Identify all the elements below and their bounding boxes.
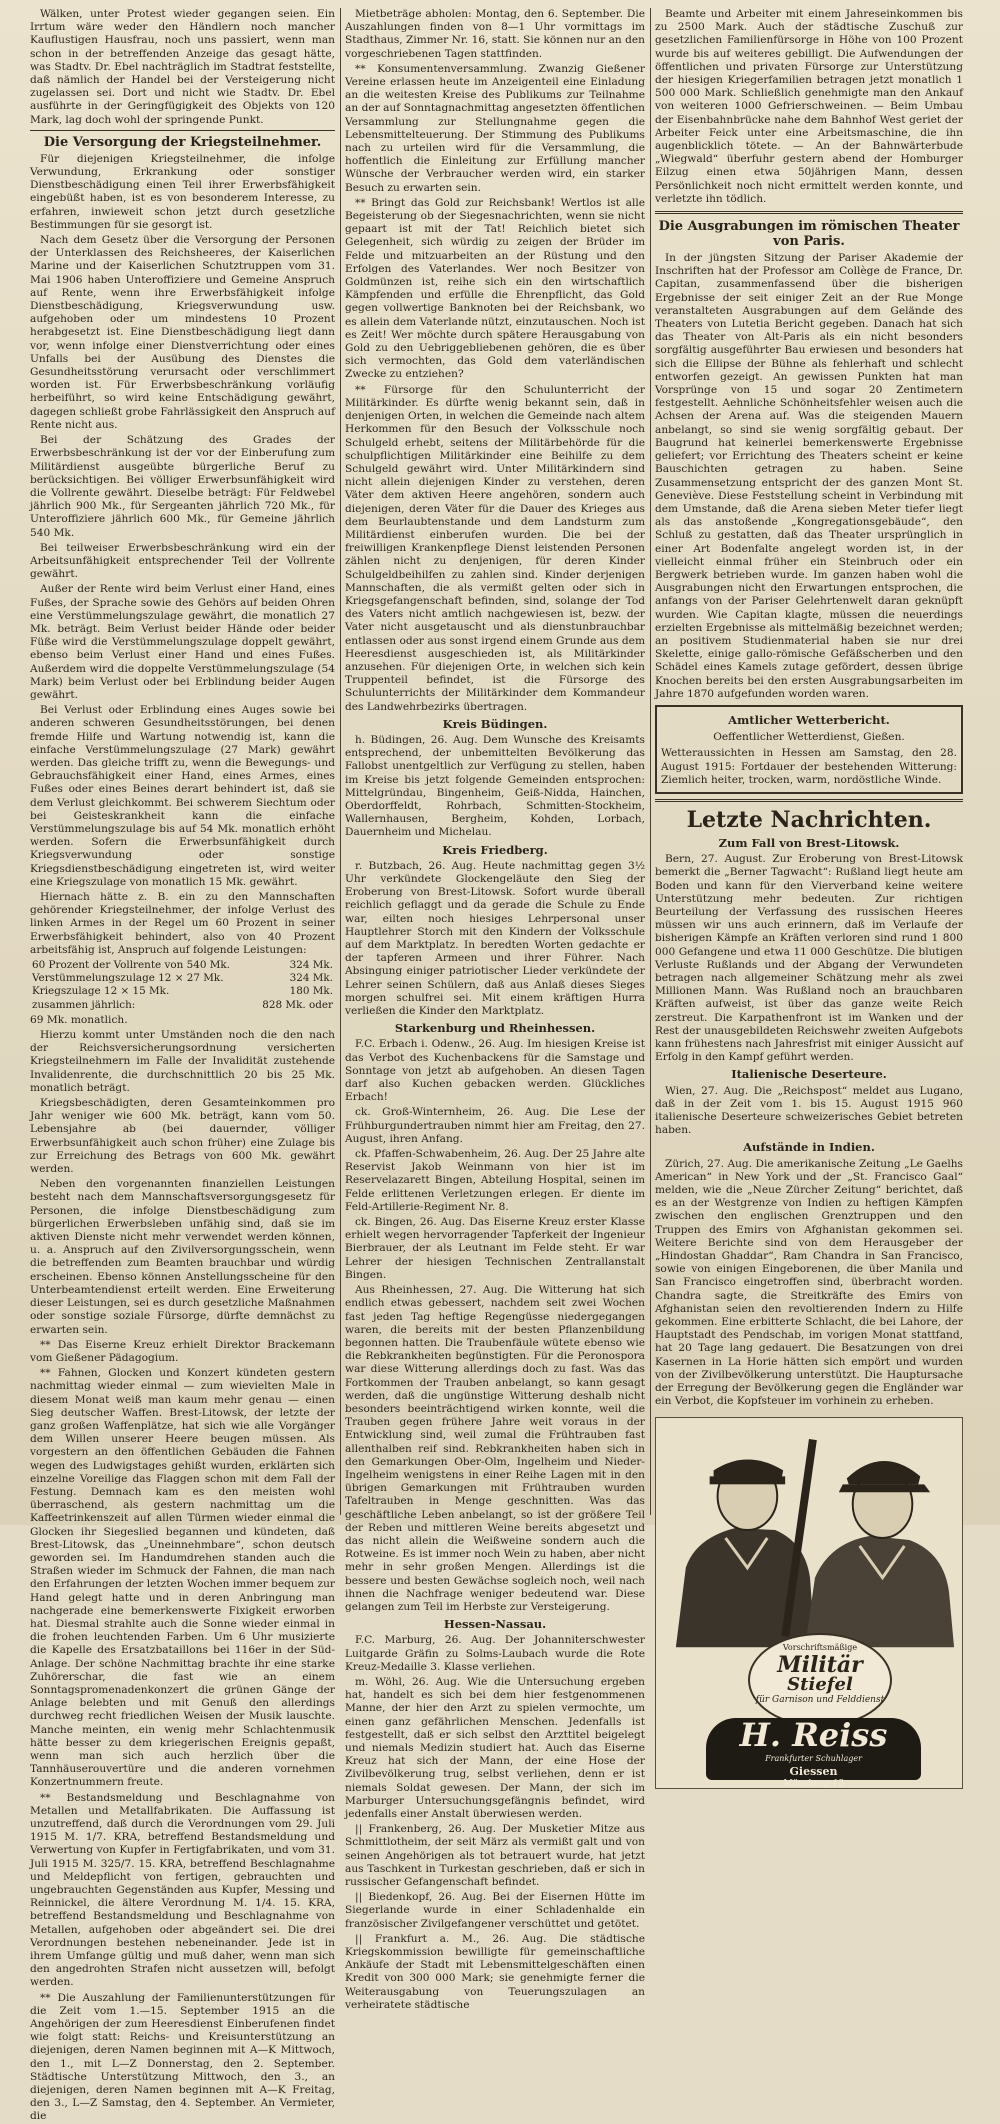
paragraph: || Frankfurt a. M., 26. Aug. Die städtische Kriegskommission bewilligte für gemeinschaftliche Ankäufe der Stadt mit Lebensmittelgeschäften einen Kredit von 300 000 Mark; sie genehmigte ferner die Weiterausgabung von Teuerungszulagen an verheiratete städtische [345, 1932, 645, 2011]
ad-brand-name: H. Reiss [739, 1715, 888, 1754]
paragraph: In der jüngsten Sitzung der Pariser Akademie der Inschriften hat der Professor am Collège de France, Dr. Capitan, zusammenfassend über die bisherigen Ergebnisse der seit einiger Zeit an der Rue Monge veranstalteten Ausgrabungen auf dem Gelände des Theaters von Lutetia Bericht gegeben. Danach hat sich das Theater von Alt-Paris als ein nicht besonders sorgfältig ausgeführter Bau erwiesen und besonders hat sich die Ellipse der Bühne als fehlerhaft und schlecht entworfen gezeigt. An gewissen Punkten hat man Vorsprünge von 15 und sogar 20 Zentimetern festgestellt. Aehnliche Schönheitsfehler weisen auch die Achsen der Arena auf. Was die steigenden Mauern anbelangt, so sind sie wenig sorgfältig gebaut. Der Baugrund hat keinerlei bemerkenswerte Ergebnisse geliefert; vor Errichtung des Theaters scheint er keine Bauschichten getragen zu haben. Seine Zusammensetzung entspricht der des ganzen Mont St. Geneviève. Diese Feststellung scheint in Verbindung mit dem Umstande, daß die Arena sieben Meter tiefer liegt als das anstoßende „Kongregationsgebäude“, den Schluß zu gestatten, daß das Theater ursprünglich in einer Art Bodenfalte angelegt worden ist, in der vielleicht einmal früher ein Steinbruch oder ein Bergwerk betrieben wurde. Im ganzen haben wohl die Ausgrabungen nicht den Erwartungen entsprochen, die anfangs von der Pariser Gelehrtenwelt daran geknüpft wurden. Wie Capitan klagte, müssen die neuerdings erzielten Ergebnisse als mittelmäßig bezeichnet werden; an positivem Studienmaterial haben sie nur drei Skelette, einige gallo-römische Gefäßscherben und den Schädel eines Kamels zutage gefördert, dessen übrige Knochen bereits bei den ersten Ausgrabungsarbeiten im Jahre 1870 aufgefunden worden waren. [655, 252, 963, 700]
article-body [30, 1792, 335, 2124]
article-body [30, 153, 335, 957]
ad-label-oval [748, 1633, 892, 1727]
article-body [30, 1367, 335, 1790]
calc-row [30, 972, 335, 985]
paragraph: Nach dem Gesetz über die Versorgung der Personen der Unterklassen des Reichsheeres, der Kaiserlichen Marine und der Kaiserlichen Schutztruppen vom 31. Mai 1906 haben Unteroffiziere und Gemeine Anspruch auf Rente, wenn ihre Erwerbsfähigkeit infolge Dienstbeschädigung, Kriegsverwundung usw. aufgehoben oder um mindestens 10 Prozent herabgesetzt ist. Eine Dienstbeschädigung liegt dann vor, wenn infolge einer Dienstverrichtung oder eines Unfalls bei der Ausübung des Dienstes die Gesundheitsstörung verursacht oder verschlimmert worden ist. Für Erwerbsbeschränkung vorläufig herbeiführt, so wird keine Entschädigung gewährt, dagegen schließt grobe Fahrlässigkeit den Anspruch auf Rente nicht aus. [30, 234, 335, 431]
weather-heading: Amtlicher Wetterbericht. [728, 712, 890, 727]
paragraph: ** Bringt das Gold zur Reichsbank! Wertlos ist alle Begeisterung ob der Siegesnachrichten, wenn sie nicht gepaart ist mit der Tat! Reichlich bietet sich Gelegenheit, sich würdig zu zeigen der Brüder im Felde und mitzuarbeiten an der Rüstung und den Erfolgen des Vaterlandes. Wer noch Besitzer von Goldmünzen ist, reihe sich ein den wirtschaftlich Kämpfenden und erfülle die Ehrenpflicht, das Gold gegen vollwertige Banknoten bei der Reichsbank, wo es allein dem Vaterlande nützt, einzutauschen. Noch ist es Zeit! Wer möchte durch spätere Herausgabung von Gold zu den Uebriggebliebenen gehören, die es über sich vermochten, das Gold dem vaterländischen Zwecke zu entziehen? [345, 196, 645, 381]
paragraph: r. Butzbach, 26. Aug. Heute nachmittag gegen 3½ Uhr verkündete Glockengeläute den Sieg der Eroberung von Brest-Litowsk. Sofort wurde überall reichlich geflaggt und da gerade die Schule zu Ende war, eilten noch hiesiges Lehrpersonal unser Hauptlehrer Storch mit den Kindern der Volksschule auf dem Marktplatz. In beredten Worten gedachte er der tapferen Armeen und ihrer Führer. Nach Absingung einiger patriotischer Lieder verkündete der Lehrer seinen Schülern, daß aus Anlaß dieses Sieges morgen schulfrei sei. Mit einem kräftigen Hurra verließen die Kinder den Marktplatz. [345, 859, 645, 1018]
intro-paragraphs [30, 8, 335, 127]
ad-brand-sub: Frankfurter Schuhlager [765, 1753, 862, 1763]
article-body [345, 734, 645, 840]
calc-value: 828 Mk. oder [262, 998, 333, 1011]
column-right [655, 8, 963, 1789]
benefit-calculation-table [30, 959, 335, 1012]
headline-paris-theater: Die Ausgrabungen im römischen Theater von Paris. [658, 219, 960, 250]
paragraph: Aus Rheinhessen, 27. Aug. Die Witterung hat sich endlich etwas gebessert, nachdem seit zwei Wochen fast jeden Tag heftige Regengüsse niedergegangen waren, die bereits mit der besten Pflanzenbildung begonnen hatten. Die Traubenfäule wütete ebenso wie die Rebkrankheiten begünstigten. Für die Peronospora war diese Witterung allerdings doch zu fast. Was das Fortkommen der Trauben anbelangt, so kann gesagt werden, daß die ungünstige Witterung deshalb nicht besonders beeinträchtigend wirken konnte, weil die Trauben gegen frühere Jahre weit voraus in der Entwicklung sind, weil zumal die Frühtrauben fast allenthalben reif sind. Rebkrankheiten haben sich in den Gemarkungen Ober-Olm, Ingelheim und Nieder-Ingelheim wenigstens in einer Reihe Lagen mit in den übrigen Gemarkungen mit Frühtrauben wurden Tafeltrauben in Menge geschnitten. Was das geschäftliche Leben anbelangt, so ist der größere Teil der Reben und mittleren Weine bereits abgesetzt und das nicht allein die Weißweine sondern auch die Rotweine. Es ist immer noch Wein zu haben, aber nicht mehr in sehr großen Mengen. Allerdings ist die bessere und besten Gewächse sogleich noch, weil nach ihnen die Nachfrage weniger bedeutend war. Diese gelangen zum Teil im Herbste zur Versteigerung. [345, 1284, 645, 1613]
paragraph: ck. Groß-Winternheim, 26. Aug. Die Lese der Frühburgundertrauben nimmt hier am Freitag, den 27. August, ihren Anfang. [345, 1106, 645, 1145]
article-body [655, 853, 963, 1064]
paragraph: Kriegsbeschädigten, deren Gesamteinkommen pro Jahr weniger wie 600 Mk. beträgt, kann vom 50. Lebensjahre ab (bei dauernder, völliger Erwerbsunfähigkeit auch schon früher) eine Zulage bis zur Erreichung des Betrags von 600 Mk. gewährt werden. [30, 1097, 335, 1176]
article-body [345, 1038, 645, 1614]
paragraph: Neben den vorgenannten finanziellen Leistungen besteht nach dem Mannschaftsversorgungsgesetz für Personen, die infolge Dienstbeschädigung zum bürgerlichen Erwerbsleben unfähig sind, daß sie im aktiven Dienste nicht mehr verwendet werden können, u. a. Anspruch auf den Zivilversorgungsschein, wenn die betreffenden zum Beamten brauchbar und würdig erscheinen. Ebenso können Anstellungsscheine für den Unterbeamtendienst erteilt werden. Eine Erweiterung dieser Leistungen, sei es durch gesetzliche Maßnahmen oder sonstige soziale Fürsorge, dürfte demnächst zu erwarten sein. [30, 1178, 335, 1336]
paragraph: Bern, 27. August. Zur Eroberung von Brest-Litowsk bemerkt die „Berner Tagwacht“: Rußland liegt heute am Boden und kann für den Vierverband keine weitere Unterstützung mehr bedeuten. Zur richtigen Beurteilung der Verfassung des russischen Heeres müssen wir uns auch erinnern, daß im Verlaufe der bisherigen Kämpfe an Kräften verloren sind rund 1 800 000 Gefangene und etwa 11 000 Geschütze. Die blutigen Verluste Rußlands und der Abgang der Verwundeten betragen nach allgemeiner Schätzung mehr als zwei Millionen Mann. Was Rußland noch an brauchbaren Kräften aufweist, ist über das ganze weite Reich zerstreut. Die Karpathenfront ist im Wanken und der Rest der unausgebildeten Reichswehr zweiten Aufgebots kann frühestens nach Jahresfrist mit einiger Aussicht auf Erfolg in den Kampf geführt werden. [655, 853, 963, 1064]
paragraph: Außer der Rente wird beim Verlust einer Hand, eines Fußes, der Sprache sowie des Gehörs auf beiden Ohren eine Verstümmelungszulage gewährt, die monatlich 27 Mk. beträgt. Beim Verlust beider Hände oder beider Füße wird die Verstümmelungszulage doppelt gewährt, ebenso beim Verlust einer Hand und eines Fußes. Außerdem wird die doppelte Verstümmelungszulage (54 Mark) beim Verlust oder bei Erblindung beider Augen gewährt. [30, 583, 335, 701]
headline-kriegsteilnehmer: Die Versorgung der Kriegsteilnehmer. [43, 134, 322, 150]
calc-label: zusammen jährlich: [32, 998, 136, 1011]
column-middle [345, 8, 645, 2011]
paragraph: ck. Pfaffen-Schwabenheim, 26. Aug. Der 25 Jahre alte Reservist Jakob Weinmann von hier ist im Reservelazarett Bingen, Abteilung Hospital, seinen im Felde erlittenen Verletzungen erlegen. Er diente im Feld-Artillerie-Regiment Nr. 8. [345, 1148, 645, 1213]
weather-report-box [655, 705, 963, 794]
calc-tail: 69 Mk. monatlich. [30, 1013, 128, 1026]
calc-label: 60 Prozent der Vollrente von 540 Mk. [32, 959, 230, 972]
calc-row [30, 959, 335, 972]
advertisement-military-boots [655, 1417, 963, 1789]
headline-letzte-nachrichten: Letzte Nachrichten. [686, 806, 932, 833]
section-kreis-friedberg: Kreis Friedberg. [442, 842, 548, 857]
ad-label-top: Vorschriftsmäßige [782, 1642, 858, 1652]
divider [655, 211, 963, 214]
subhead-brest-litowsk: Zum Fall von Brest-Litowsk. [718, 835, 900, 850]
paragraph: m. Wöhl, 26. Aug. Wie die Untersuchung ergeben hat, handelt es sich bei dem hier festgenommenen Manne, der hier den Arzt zu spielen vermochte, um einen ganz gefährlichen Menschen. Jedenfalls ist festgestellt, daß er sich selbst den Arzttitel beigelegt und niemals Medizin studiert hat. Auch das Eiserne Kreuz hat sich der Mann, der eine Hose der Zivilbevölkerung trug, selbst verliehen, denn er ist niemals Soldat gewesen. Der Mann, der sich im Marburger Untersuchungsgefängnis befindet, wird jedenfalls einer Anstalt überwiesen werden. [345, 1675, 645, 1821]
paragraph: F.C. Erbach i. Odenw., 26. Aug. Im hiesigen Kreise ist das Verbot des Kuchenbackens für die Samstage und Sonntage von jetzt ab aufgehoben. An diesen Tagen darf also Kuchen gebacken werden. Glückliches Erbach! [345, 1038, 645, 1104]
paragraph: Zürich, 27. Aug. Die amerikanische Zeitung „Le Gaelhs American“ in New York und der „St. Francisco Gaal“ melden, wie die „Neue Zürcher Zeitung“ berichtet, daß es an der Westgrenze von Indien zu heftigen Kämpfen zwischen den englischen Grenztruppen und den Truppen des Emirs von Afghanistan gekommen sei. Weitere Berichte sind von dem Herausgeber der „Hindostan Ghaddar“, Ram Chandra in San Francisco, sowie von einigen Eingeborenen, die über Manila und San Francisco eingetroffen sind, überbracht worden. Chandra sagte, die Streitkräfte des Emirs von Afghanistan seien den revoltierenden Indern zu Hilfe gekommen. Eine erbitterte Schlacht, die bei Lahore, der Hauptstadt des Pendschab, im vorigen Monat stattfand, hat 20 Tage lang gedauert. Die Besatzungen von drei Kasernen in La Horie hätten sich empört und wurden von der Zivilbevölkerung unterstützt. Die Hauptursache der Erregung der Bevölkerung gegen die Engländer war ein Verbot, die Kopfsteuer im vorhinein zu erheben. [655, 1157, 963, 1408]
calc-row [30, 985, 335, 998]
paragraph: Beamte und Arbeiter mit einem Jahreseinkommen bis zu 2500 Mark. Auch der städtische Zuschuß zur gesetzlichen Familienfürsorge in Höhe von 100 Prozent wurde bis auf weiteres gebilligt. Die Aufwendungen der öffentlichen und privaten Fürsorge zur Unterstützung der hiesigen Kriegerfamilien betragen jetzt monatlich 1 500 000 Mark. Schließlich genehmigte man den Ankauf von weiteren 1000 Gefrierschweinen. — Beim Umbau der Eisenbahnbrücke nahe dem Bahnhof West geriet der Arbeiter Feick unter eine Arbeitsmaschine, die ihn augenblicklich tötete. — An der Bahnwärterbude „Wiegwald“ überfuhr gestern abend der Homburger Eilzug einen etwa 50jährigen Mann, dessen Persönlichkeit noch nicht ermittelt werden konnte, und verletzte ihn tödlich. [655, 8, 963, 205]
article-body [345, 8, 645, 714]
paragraph: Bei der Schätzung des Grades der Erwerbsbeschränkung ist der vor der Einberufung zum Militärdienst ausgeübte bürgerliche Beruf zu berücksichtigen. Bei völliger Erwerbsunfähigkeit wird die Vollrente gewährt. Dieselbe beträgt: Für Feldwebel jährlich 900 Mk., für Sergeanten jährlich 720 Mk., für Unteroffiziere jährlich 600 Mk., für Gemeine jährlich 540 Mk. [30, 434, 335, 539]
article-body [655, 1085, 963, 1138]
divider [655, 799, 963, 802]
calc-value: 324 Mk. [289, 972, 333, 985]
paragraph: ** Die Auszahlung der Familienunterstützungen für die Zeit vom 1.—15. September 1915 an die Angehörigen der zum Heeresdienst Einberufenen findet wie folgt statt: Reichs- und Kreisunterstützung an diejenigen, deren Namen beginnen mit A—K Mittwoch, den 1., mit L—Z Donnerstag, den 2. September. Städtische Unterstützung Mittwoch, den 3., an diejenigen, deren Namen beginnen mit A—K Freitag, den 3., L—Z Samstag, den 4. September. An Vermieter, die [30, 1991, 335, 2123]
paragraph: Für diejenigen Kriegsteilnehmer, die infolge Verwundung, Erkrankung oder sonstiger Dienstbeschädigung einen Teil ihrer Erwerbsfähigkeit eingebüßt haben, ist es von besonderem Interesse, zu erfahren, inwieweit schon jetzt durch gesetzliche Bestimmungen für sie gesorgt ist. [30, 152, 335, 231]
article-body [345, 1634, 645, 2012]
column-left [30, 8, 335, 2123]
paragraph: ck. Bingen, 26. Aug. Das Eiserne Kreuz erster Klasse erhielt wegen hervorragender Tapferkeit der Ingenieur Bierbrauer, der als Leutnant im Felde steht. Er war Lehrer der hiesigen Technischen Zentrallanstalt Bingen. [345, 1216, 645, 1281]
section-kreis-buedingen: Kreis Büdingen. [442, 716, 548, 731]
section-hessen-nassau: Hessen-Nassau. [443, 1617, 547, 1632]
paragraph: h. Büdingen, 26. Aug. Dem Wunsche des Kreisamts entsprechend, der unbemittelten Bevölkerung das Fallobst unentgeltlich zur Verfügung zu stellen, haben im Kreise bis jetzt folgende Gemeinden entsprochen: Mittelgründau, Bingenheim, Geiß-Nidda, Hainchen, Oberdorffeldt, Rohrbach, Schmitten-Stockheim, Wallernhausen, Bergheim, Kohden, Lorbach, Dauernheim und Michelau. [345, 733, 645, 839]
paragraph: ** Fürsorge für den Schulunterricht der Militärkinder. Es dürfte wenig bekannt sein, daß in denjenigen Orten, in welchen die Gemeinde nach altem Herkommen für den Besuch der Volksschule noch Schulgeld erhebt, seitens der Militärbehörde für die schulpflichtigen Militärkinder eine Beihilfe zu dem Schulgeld gewährt wird. Unter Militärkindern sind nicht allein diejenigen Kinder zu verstehen, deren Väter dem aktiven Heere angehören, sondern auch diejenigen, deren Väter für die Dauer des Krieges aus dem Beurlaubtenstande und dem Landsturm zum Militärdienst einberufen wurden. Die bei der freiwilligen Krankenpflege Dienst leistenden Personen zählen nicht zu denjenigen, für deren Kinder Schulgeldbeihilfen zu zahlen sind. Kinder derjenigen Mannschaften, die als vermißt gelten oder sich in Kriegsgefangenschaft befinden, sind, solange der Tod des Vaters nicht amtlich nachgewiesen ist, bezw. der Vater nicht ausgetauscht und als dienstunbrauchbar entlassen oder aus sonst irgend einem Grunde aus dem Heeresdienst ausgeschieden ist, als Militärkinder anzusehen. Für diejenigen Orte, in welchen sich kein Truppenteil befindet, ist die Fürsorge des Schulunterrichts der Militärkinder dem Kommandeur des Landwehrbezirks übertragen. [345, 383, 645, 713]
paragraph: Wien, 27. Aug. Die „Reichspost“ meldet aus Lugano, daß in der Zeit vom 1. bis 15. August 1915 960 italienische Deserteure schweizerisches Gebiet betreten haben. [655, 1084, 963, 1137]
column-rule [650, 8, 651, 1515]
ad-label-sub: Stiefel [787, 1673, 853, 1695]
paragraph: Hierzu kommt unter Umständen noch die den nach der Reichsversicherungsordnung versicherten Kriegsteilnehmern im Falle der Invalidität zustehende Invalidenrente, die durchschnittlich 20 bis 25 Mk. monatlich beträgt. [30, 1029, 335, 1094]
notice-eisernes-kreuz: ** Das Eiserne Kreuz erhielt Direktor Brackemann vom Gießener Pädagogium. [30, 1338, 335, 1364]
calc-value: 180 Mk. [289, 985, 333, 998]
paragraph: Bei teilweiser Erwerbsbeschränkung wird ein der Arbeitsunfähigkeit entsprechender Teil der Vollrente gewährt. [30, 541, 335, 581]
calc-value: 324 Mk. [289, 959, 333, 972]
paragraph: ** Fahnen, Glocken und Konzert kündeten gestern nachmittag wieder einmal — zum wievielten Male in diesem Monat weiß man kaum mehr genau — einen Sieg deutscher Waffen. Brest-Litowsk, der letzte der ganz großen Waffenplätze, hat sich wie alle Vorgänger dem Willen unserer Heere beugen müssen. Als vorgestern an den öffentlichen Gebäuden die Fahnen wegen des Ludwigstages gehißt wurden, erklärten sich einzelne Voreilige das Flaggen schon mit dem Fall der Festung. Demnach kam es den meisten wohl überraschend, als gestern nachmittag um die Kaffeetrinkenszeit auf allen Türmen wieder einmal die Glocken ihr Siegeslied begannen und kündeten, daß Brest-Litowsk, das „Uneinnehmbare“, schon deutsch geworden sei. Im Handumdrehen standen auch die Straßen wieder im Schmuck der Fahnen, die man nach den Erfahrungen der letzten Wochen immer bequem zur Hand gelegt hatte und in deren Anbringung man nachgerade eine bemerkenswerte Fixigkeit erworben hat. Diesmal strahlte auch die Sonne wieder einmal in die frohen leuchtenden Farben. Um 6 Uhr musizierte die Kapelle des Ersatzbataillons bei 116er in der Süd-Anlage. Der schöne Nachmittag brachte ihr eine starke Zuhörerschar, die fast wie an einem Sonntagspromenadenkonzert die grünen Gänge der Anlage belebten und mit Genuß den allerdings durchweg recht friedlichen Weisen der Musik lauschte. Manche meinten, ein wenig mehr Schlachtenmusik hätte besser zu dem kriegerischen Ereignis gepaßt, wenn man sich auch herzlich über die Tannhäuserouvertüre und die anderen vornehmen Konzertnummern freute. [30, 1367, 335, 1789]
ad-label-main: Militär [777, 1651, 863, 1678]
paragraph: ** Bestandsmeldung und Beschlagnahme von Metallen und Metallfabrikaten. Die Auffassung ist unzutreffend, daß durch die Verordnungen vom 29. Juli 1915 M. 1/7. KRA, betreffend Bestandsmeldung und Verwertung von Kupfer in Fertigfabrikaten, und vom 31. Juli 1915 M. 325/7. 15. KRA, betreffend Beschlagnahme und Meldepflicht von fertigen, gebrauchten und ungebrauchten Gegenständen aus Kupfer, Messing und Reinnickel, die ältere Verordnung M. 1/4. 15. KRA, betreffend Bestandsmeldung und Beschlagnahme von Metallen, aufgehoben oder abgeändert sei. Die drei Verordnungen bestehen nebeneinander. Jede ist in ihrem Umfange gültig und muß daher, wenn man sich den angedrohten Strafen nicht aussetzen will, befolgt werden. [30, 1791, 335, 1989]
calc-label: Verstümmelungszulage 12 × 27 Mk. [32, 972, 224, 985]
article-body [655, 252, 963, 701]
paragraph: Hiernach hätte z. B. ein zu den Mannschaften gehörender Kriegsteilnehmer, der infolge Verlust des linken Armes in der Regel um 60 Prozent in seiner Erwerbsfähigkeit behindert, also von 40 Prozent arbeitsfähig ist, Anspruch auf folgende Leistungen: [30, 891, 335, 956]
article-body [30, 1029, 335, 1337]
ad-city: Giessen [789, 1764, 838, 1778]
calc-label: Kriegszulage 12 × 15 Mk. [32, 985, 170, 998]
soldier-illustration [656, 1418, 962, 1648]
ad-brand-banner [706, 1715, 921, 1789]
paragraph: Wälken, unter Protest wieder gegangen seien. Ein Irrtum wäre weder den Händlern noch mancher Kauflustigen Hausfrau, noch uns passiert, wenn man schon in der betreffenden Anzeige das gesagt hätte, was Stadtv. Dr. Ebel nachträglich im Stadtrat feststellte, daß nämlich der Handel bei der Versteigerung nicht zugelassen sei. Dort und nicht wie Stadtv. Dr. Ebel ausführte in der Geringfügigkeit des Objekts von 120 Mark, lag doch wohl der springende Punkt. [30, 8, 335, 126]
weather-text: Wetteraussichten in Hessen am Samstag, den 28. August 1915: Fortdauer der bestehenden Witterung: Ziemlich heiter, trocken, warm, nordöstliche Winde. [661, 747, 957, 786]
subhead-indien: Aufstände in Indien. [743, 1140, 875, 1155]
article-body [655, 8, 963, 206]
weather-service: Oeffentlicher Wetterdienst, Gießen. [713, 731, 905, 744]
paragraph: || Biedenkopf, 26. Aug. Bei der Eisernen Hütte im Siegerlande wurde in einer Schladenhalde ein französischer Zivilgefangener verschüttet und getötet. [345, 1891, 645, 1930]
article-body [345, 860, 645, 1018]
calc-row [30, 999, 335, 1012]
paragraph: F.C. Marburg, 26. Aug. Der Johanniterschwester Luitgarde Gräfin zu Solms-Laubach wurde die Rote Kreuz-Medaille 3. Klasse verliehen. [345, 1634, 645, 1673]
article-body [655, 1158, 963, 1409]
section-starkenburg: Starkenburg und Rheinhessen. [394, 1021, 596, 1036]
paragraph: ** Konsumentenversammlung. Zwanzig Gießener Vereine erlassen heute im Anzeigenteil eine Einladung an die weitesten Kreise des Publikums zur Teilnahme an der auf Sonntagnachmittag angesetzten öffentlichen Versammlung zur Stellungnahme gegen die Lebensmittelteuerung. Der Stimmung des Publikums nach zu urteilen wird für die Versammlung, die hoffentlich die Einleitung zur Erfüllung mancher Wünsche der Verbraucher werden wird, ein starker Besuch zu erwarten sein. [345, 62, 645, 194]
divider [30, 130, 335, 131]
paragraph: Bei Verlust oder Erblindung eines Auges sowie bei anderen schweren Gesundheitsstörungen, bei denen fremde Hilfe und Wartung notwendig ist, kann die einfache Verstümmelungszulage (27 Mark) gewährt werden. Das gleiche trifft zu, wenn die Bewegungs- und Gebrauchsfähigkeit einer Hand, eines Armes, eines Fußes oder eines Beines derart behindert ist, daß sie dem Verlust gleichkommt. Bei schwerem Siechtum oder bei Geisteskrankheit kann die einfache Verstümmelungszulage bis auf 54 Mk. monatlich erhöht werden. Sofern die Erwerbsunfähigkeit durch Kriegsverwundung oder sonstige Kriegsdienstbeschädigung eingetreten ist, wird weiter eine Kriegszulage von monatlich 15 Mk. gewährt. [30, 704, 335, 888]
column-rule [340, 8, 341, 1515]
paragraph: || Frankenberg, 26. Aug. Der Musketier Mitze aus Schmittlotheim, der seit März als vermißt galt und von seinen Angehörigen als tot betrauert wurde, hat jetzt aus Taschkent in Turkestan geschrieben, daß er sich in russischer Gefangenschaft befindet. [345, 1823, 645, 1889]
ad-address: Mäusburg 12 [783, 1778, 844, 1789]
subhead-italien: Italienische Deserteure. [731, 1067, 887, 1082]
ad-label-for: für Garnison und Felddienst [755, 1694, 885, 1705]
paragraph: Mietbeträge abholen: Montag, den 6. September. Die Auszahlungen finden von 8—1 Uhr vormittags im Stadthaus, Zimmer Nr. 16, statt. Sie können nur an den vorgeschriebenen Tagen stattfinden. [345, 8, 645, 60]
